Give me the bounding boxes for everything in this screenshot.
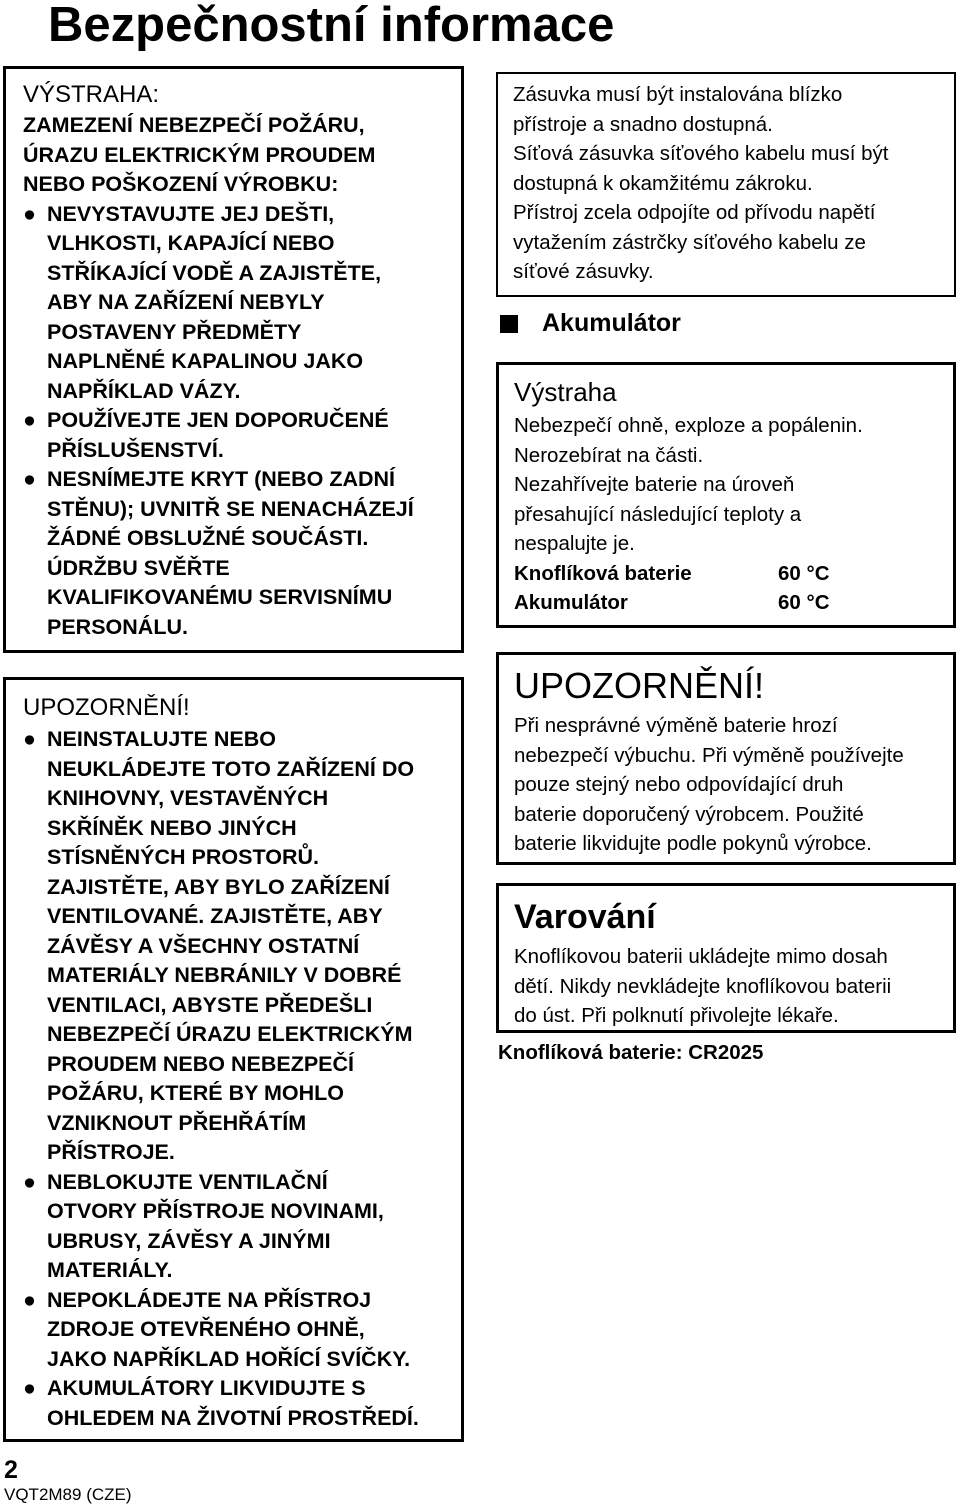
list-item-line: VENTILOVANÉ. ZAJISTĚTE, ABY [47,904,383,928]
text-line: Při nesprávné výměně baterie hrozí [514,714,838,737]
text-line: Síťová zásuvka síťového kabelu musí být [513,142,889,165]
coin-cell-heading: Varování [514,898,656,936]
battery-caution-text [514,711,953,859]
list-item-line: NEPOKLÁDEJTE NA PŘÍSTROJ [47,1287,372,1312]
list-item-line: ZÁVĚSY A VŠECHNY OSTATNÍ [47,933,360,958]
warning-box [3,66,464,653]
list-item [23,465,461,642]
text-line: síťové zásuvky. [513,260,654,283]
list-item-line: STÍSNĚNÝCH PROSTORŮ. [47,845,319,869]
bullet-icon: ● [23,1169,36,1194]
list-item-line: VENTILACI, ABYSTE PŘEDEŠLI [47,992,373,1017]
text-line: ZAMEZENÍ NEBEZPEČÍ POŽÁRU, [23,113,365,137]
list-item-line: MATERIÁLY. [47,1258,173,1282]
list-item-line: NEINSTALUJTE NEBO [47,727,276,751]
bullet-icon: ● [23,467,36,491]
socket-box [496,72,956,297]
caution-list [23,725,461,1433]
text-line: Nebezpečí ohně, exploze a popálenin. [514,414,863,437]
doc-code: VQT2M89 (CZE) [4,1485,132,1504]
list-item-line: KVALIFIKOVANÉMU SERVISNÍMU [47,585,393,609]
list-item-line: ABY NA ZAŘÍZENÍ NEBYLY [47,290,325,314]
list-item-line: STŘÍKAJÍCÍ VODĚ A ZAJISTĚTE, [47,260,382,285]
text-line: dostupná k okamžitému zákroku. [513,171,813,195]
bullet-icon: ● [23,201,36,226]
list-item-line: NAPŘÍKLAD VÁZY. [47,378,241,403]
battery-warning-box [496,362,956,628]
text-line: Přístroj zcela odpojíte od přívodu napětí [513,201,876,224]
list-item-line: VLHKOSTI, KAPAJÍCÍ NEBO [47,231,335,255]
warning-list [23,200,461,643]
list-item-line: SKŘÍNĚK NEBO JINÝCH [47,815,297,840]
list-item [23,1286,461,1375]
warning-intro [23,111,461,200]
temperature-label: Akumulátor [514,591,628,614]
text-line: dětí. Nikdy nevkládejte knoflíkovou baterii [514,974,892,998]
temperature-value: 60 °C [778,561,830,585]
temperature-row [514,559,953,589]
list-item-line: PŘÍSTROJE. [47,1140,175,1164]
text-line: přesahující následující teploty a [514,502,802,526]
list-item-line: STĚNU); UVNITŘ SE NENACHÁZEJÍ [47,496,414,521]
list-item [23,725,461,1168]
list-item-line: PŘÍSLUŠENSTVÍ. [47,437,224,462]
warning-heading: VÝSTRAHA: [23,81,160,108]
bullet-icon: ● [23,727,36,751]
list-item-line: NESNÍMEJTE KRYT (NEBO ZADNÍ [47,467,395,491]
battery-section-title: Akumulátor [542,309,681,337]
text-line: baterie doporučený výrobcem. Použité [514,802,864,826]
bullet-icon: ● [23,1287,36,1312]
list-item-line: ZAJISTĚTE, ABY BYLO ZAŘÍZENÍ [47,874,390,899]
list-item-line: UBRUSY, ZÁVĚSY A JINÝMI [47,1228,331,1253]
text-line: Zásuvka musí být instalována blízko [513,83,843,106]
list-item [23,1374,461,1433]
temperature-row [514,588,953,618]
battery-warning-text [514,411,953,559]
page-title: Bezpečnostní informace [48,0,615,52]
list-item-line: NEUKLÁDEJTE TOTO ZAŘÍZENÍ DO [47,756,415,781]
text-line: nebezpečí výbuchu. Při výměně používejte [514,743,904,767]
bullet-icon: ● [23,408,36,432]
list-item-line: ŽÁDNÉ OBSLUŽNÉ SOUČÁSTI. [47,526,369,550]
text-line: Nerozebírat na části. [514,443,704,467]
text-line: Nezahřívejte baterie na úroveň [514,473,795,496]
battery-warning-heading: Výstraha [514,377,617,407]
caution-box [3,677,464,1442]
text-line: do úst. Při polknutí přivolejte lékaře. [514,1004,839,1027]
caution-heading: UPOZORNĚNÍ! [23,694,190,721]
temperature-value: 60 °C [778,591,830,614]
list-item [23,200,461,407]
text-line: nespalujte je. [514,532,635,555]
battery-caution-heading: UPOZORNĚNÍ! [514,665,765,706]
text-line: NEBO POŠKOZENÍ VÝROBKU: [23,172,339,196]
list-item-line: PERSONÁLU. [47,614,188,639]
text-line: přístroje a snadno dostupná. [513,112,773,136]
text-line: baterie likvidujte podle pokynů výrobce. [514,832,872,855]
bullet-icon: ● [23,1376,36,1400]
list-item-line: POSTAVENY PŘEDMĚTY [47,319,302,344]
square-bullet-icon [500,315,518,333]
list-item-line: VZNIKNOUT PŘEHŘÁTÍM [47,1110,307,1135]
list-item-line: NEBEZPEČÍ ÚRAZU ELEKTRICKÝM [47,1022,413,1046]
list-item-line: POUŽÍVEJTE JEN DOPORUČENÉ [47,408,389,432]
list-item-line: ZDROJE OTEVŘENÉHO OHNĚ, [47,1317,365,1341]
list-item-line: MATERIÁLY NEBRÁNILY V DOBRÉ [47,963,402,987]
page-number: 2 [4,1456,18,1484]
battery-section-heading [500,309,681,338]
list-item [23,406,461,465]
list-item-line: NAPLNĚNÉ KAPALINOU JAKO [47,349,364,373]
temperature-label: Knoflíková baterie [514,561,692,585]
list-item-line: AKUMULÁTORY LIKVIDUJTE S [47,1376,366,1400]
coin-cell-box [496,883,956,1033]
list-item-line: NEBLOKUJTE VENTILAČNÍ [47,1169,328,1194]
list-item-line: ÚDRŽBU SVĚŘTE [47,555,230,580]
text-line: Knoflíkovou baterii ukládejte mimo dosah [514,945,888,968]
battery-caution-box [496,652,956,865]
list-item-line: OTVORY PŘÍSTROJE NOVINAMI, [47,1199,384,1223]
list-item-line: PROUDEM NEBO NEBEZPEČÍ [47,1051,355,1076]
list-item-line: NEVYSTAVUJTE JEJ DEŠTI, [47,201,335,226]
battery-temps [514,559,953,618]
coin-cell-text [514,942,953,1031]
list-item [23,1168,461,1286]
text-line: pouze stejný nebo odpovídající druh [514,773,844,796]
list-item-line: JAKO NAPŘÍKLAD HOŘÍCÍ SVÍČKY. [47,1346,411,1371]
coin-cell-caption: Knoflíková baterie: CR2025 [498,1041,764,1064]
socket-text [513,80,954,287]
list-item-line: POŽÁRU, KTERÉ BY MOHLO [47,1081,345,1105]
list-item-line: KNIHOVNY, VESTAVĚNÝCH [47,786,329,810]
text-line: ÚRAZU ELEKTRICKÝM PROUDEM [23,142,376,167]
text-line: vytažením zástrčky síťového kabelu ze [513,230,866,254]
list-item-line: OHLEDEM NA ŽIVOTNÍ PROSTŘEDÍ. [47,1405,419,1430]
